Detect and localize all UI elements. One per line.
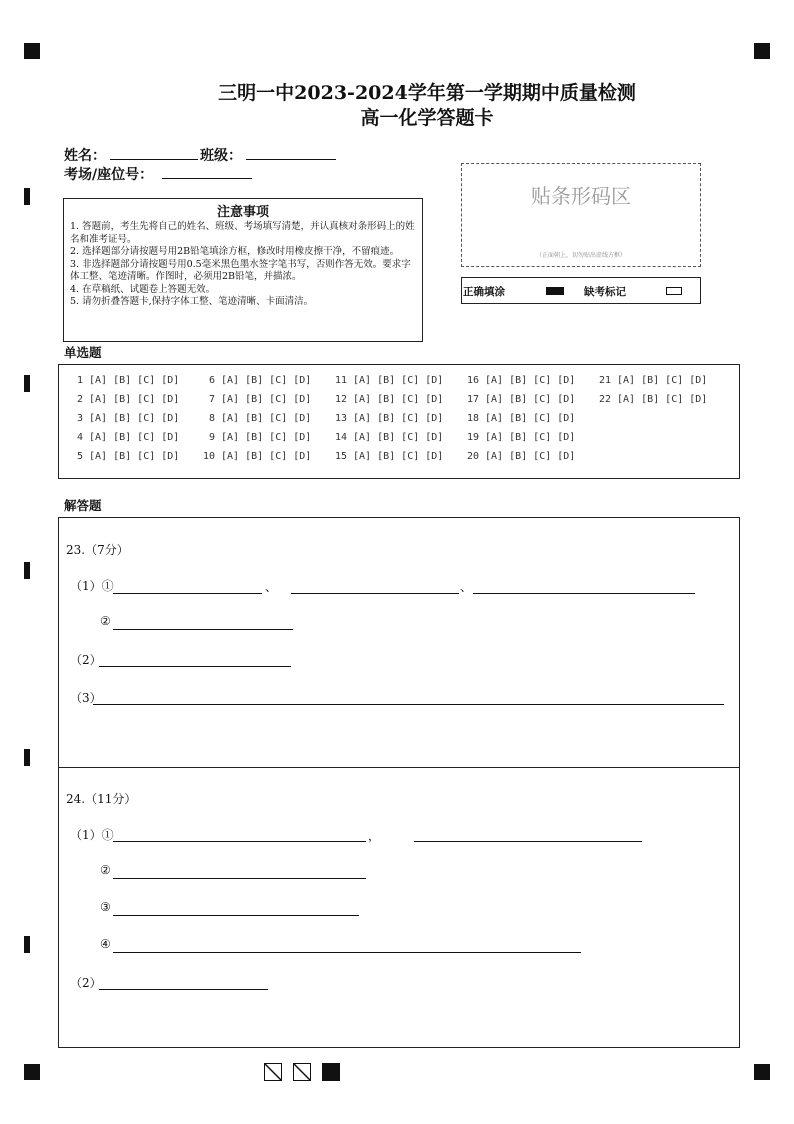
barcode-label: 贴条形码区: [531, 184, 631, 208]
fill-legend: [461, 277, 701, 304]
q24-part1-label: （1）①: [70, 828, 114, 842]
mc-options[interactable]: [A] [B] [C] [D]: [611, 375, 708, 386]
name-label: 姓名：: [64, 148, 106, 164]
mc-question-16[interactable]: [463, 375, 575, 386]
barcode-area[interactable]: [461, 163, 701, 267]
mc-options[interactable]: [A] [B] [C] [D]: [479, 375, 576, 386]
seat-field[interactable]: [162, 178, 252, 179]
correct-fill-label: 正确填涂: [463, 286, 505, 298]
mc-question-7[interactable]: [199, 394, 311, 405]
mc-question-9[interactable]: [199, 432, 311, 443]
corner-mark-bottom-right: [754, 1064, 770, 1080]
mc-question-21[interactable]: [595, 375, 707, 386]
notice-box: [63, 198, 423, 342]
page-code-box-filled: [322, 1063, 340, 1081]
notice-item: 4. 在草稿纸、试题卷上答题无效。: [70, 283, 216, 295]
q23-box: [58, 517, 740, 768]
mc-question-number: 6: [208, 375, 215, 386]
q24-1-2-answer[interactable]: [113, 878, 366, 879]
mc-section-label: 单选题: [64, 345, 102, 360]
exam-title: 三明一中2023-2024学年第一学期期中质量检测: [218, 82, 636, 104]
mc-options[interactable]: [A] [B] [C] [D]: [347, 451, 444, 462]
q24-box: [58, 767, 740, 1048]
mc-options[interactable]: [A] [B] [C] [D]: [215, 394, 312, 405]
mc-options[interactable]: [A] [B] [C] [D]: [83, 394, 180, 405]
notice-title: 注意事项: [216, 205, 269, 220]
q23-1-1-answer-c[interactable]: [473, 593, 695, 594]
mc-question-number: 8: [208, 413, 215, 424]
mc-question-number: 14: [334, 432, 347, 443]
mc-question-22[interactable]: [595, 394, 707, 405]
mc-options[interactable]: [A] [B] [C] [D]: [479, 413, 576, 424]
class-label: 班级：: [200, 148, 242, 164]
barcode-note: （正面朝上，切勿贴出虚线方框）: [535, 252, 626, 259]
mc-question-number: 13: [334, 413, 347, 424]
q23-part1-label: （1）①: [70, 579, 114, 593]
q24-1-1-answer-a[interactable]: [113, 841, 366, 842]
notice-item: 3. 非选择题部分请按题号用0.5毫米黑色墨水签字笔书写，否则作答无效。要求字体工整、笔迹清晰。作图时，必须用2B铅笔，并描浓。: [70, 258, 411, 282]
mc-question-number: 21: [598, 375, 611, 386]
notice-list: [64, 220, 422, 309]
q23-1-1-answer-b[interactable]: [291, 593, 459, 594]
q24-1-1-answer-b[interactable]: [414, 841, 642, 842]
absent-mark-label: 缺考标记: [584, 286, 626, 298]
q23-2-answer[interactable]: [99, 666, 291, 667]
mc-question-1[interactable]: [67, 375, 179, 386]
mc-question-15[interactable]: [331, 451, 443, 462]
mc-question-number: 1: [76, 375, 83, 386]
mc-question-13[interactable]: [331, 413, 443, 424]
mc-question-number: 20: [466, 451, 479, 462]
mc-options[interactable]: [A] [B] [C] [D]: [347, 432, 444, 443]
q23-part2-label: （2）: [70, 653, 102, 667]
corner-mark-top-right: [754, 43, 770, 59]
q24-2-answer[interactable]: [99, 989, 268, 990]
mc-options[interactable]: [A] [B] [C] [D]: [215, 375, 312, 386]
mc-options[interactable]: [A] [B] [C] [D]: [479, 451, 576, 462]
q24-part1-4-label: ④: [100, 937, 111, 951]
mc-options[interactable]: [A] [B] [C] [D]: [83, 432, 180, 443]
mc-question-number: 15: [334, 451, 347, 462]
notice-item: 2. 选择题部分请按题号用2B铅笔填涂方框，修改时用橡皮擦干净，不留痕迹。: [70, 246, 400, 257]
mc-options[interactable]: [A] [B] [C] [D]: [479, 394, 576, 405]
correct-fill-sample: [546, 287, 564, 295]
q24-1-3-answer[interactable]: [113, 915, 359, 916]
absent-mark-box[interactable]: [666, 287, 682, 295]
name-field[interactable]: [110, 159, 198, 160]
q24-heading: 24.（11分）: [66, 792, 137, 806]
timing-mark: [24, 375, 30, 392]
mc-options[interactable]: [A] [B] [C] [D]: [83, 413, 180, 424]
mc-question-4[interactable]: [67, 432, 179, 443]
mc-question-number: 2: [76, 394, 83, 405]
mc-question-number: 3: [76, 413, 83, 424]
mc-question-number: 10: [202, 451, 215, 462]
mc-options[interactable]: [A] [B] [C] [D]: [347, 375, 444, 386]
q24-part1-3-label: ③: [100, 900, 111, 914]
q23-part3-label: （3）: [70, 691, 102, 705]
mc-question-10[interactable]: [199, 451, 311, 462]
mc-question-17[interactable]: [463, 394, 575, 405]
corner-mark-top-left: [24, 43, 40, 59]
q23-1-1-answer-a[interactable]: [113, 593, 262, 594]
card-title: 高一化学答题卡: [360, 107, 494, 129]
q23-heading: 23.（7分）: [66, 543, 129, 557]
page-code-box-slashed: [264, 1063, 282, 1081]
mc-question-number: 7: [208, 394, 215, 405]
mc-question-number: 18: [466, 413, 479, 424]
mc-question-number: 11: [334, 375, 347, 386]
mc-answer-box: [58, 364, 740, 479]
mc-question-number: 17: [466, 394, 479, 405]
mc-question-number: 4: [76, 432, 83, 443]
mc-question-number: 19: [466, 432, 479, 443]
mc-options[interactable]: [A] [B] [C] [D]: [347, 394, 444, 405]
mc-options[interactable]: [A] [B] [C] [D]: [215, 451, 312, 462]
page-code-box-slashed: [293, 1063, 311, 1081]
timing-mark: [24, 749, 30, 766]
corner-mark-bottom-left: [24, 1064, 40, 1080]
mc-options[interactable]: [A] [B] [C] [D]: [215, 413, 312, 424]
mc-question-18[interactable]: [463, 413, 575, 424]
mc-question-number: 22: [598, 394, 611, 405]
mc-options[interactable]: [A] [B] [C] [D]: [611, 394, 708, 405]
mc-question-12[interactable]: [331, 394, 443, 405]
q23-sep: 、: [265, 580, 278, 594]
notice-item: 5. 请勿折叠答题卡,保持字体工整、笔迹清晰、卡面清洁。: [70, 296, 314, 307]
mc-question-5[interactable]: [67, 451, 179, 462]
mc-options[interactable]: [A] [B] [C] [D]: [347, 413, 444, 424]
class-field[interactable]: [246, 159, 336, 160]
mc-question-2[interactable]: [67, 394, 179, 405]
mc-question-14[interactable]: [331, 432, 443, 443]
q23-1-2-answer[interactable]: [113, 629, 293, 630]
notice-item: 1. 答题前，考生先将自己的姓名、班级、考场填写清楚，并认真核对条形码上的姓名和准考证号。: [70, 221, 415, 245]
mc-options[interactable]: [A] [B] [C] [D]: [215, 432, 312, 443]
mc-question-19[interactable]: [463, 432, 575, 443]
mc-question-6[interactable]: [199, 375, 311, 386]
timing-mark: [24, 188, 30, 205]
q23-sep: 、: [460, 580, 473, 594]
mc-question-number: 5: [76, 451, 83, 462]
mc-question-number: 12: [334, 394, 347, 405]
q24-part1-2-label: ②: [100, 863, 111, 877]
seat-label: 考场/座位号：: [64, 167, 154, 183]
answer-section-label: 解答题: [64, 498, 102, 513]
mc-options[interactable]: [A] [B] [C] [D]: [83, 375, 180, 386]
q24-sep: ，: [368, 829, 381, 843]
q24-part2-label: （2）: [70, 976, 102, 990]
q23-3-answer[interactable]: [93, 704, 724, 705]
q23-part1-2-label: ②: [100, 614, 111, 628]
mc-question-11[interactable]: [331, 375, 443, 386]
timing-mark: [24, 562, 30, 579]
mc-question-number: 16: [466, 375, 479, 386]
mc-question-8[interactable]: [199, 413, 311, 424]
mc-options[interactable]: [A] [B] [C] [D]: [83, 451, 180, 462]
mc-question-3[interactable]: [67, 413, 179, 424]
mc-options[interactable]: [A] [B] [C] [D]: [479, 432, 576, 443]
q24-1-4-answer[interactable]: [113, 952, 581, 953]
mc-question-number: 9: [208, 432, 215, 443]
timing-mark: [24, 936, 30, 953]
mc-question-20[interactable]: [463, 451, 575, 462]
